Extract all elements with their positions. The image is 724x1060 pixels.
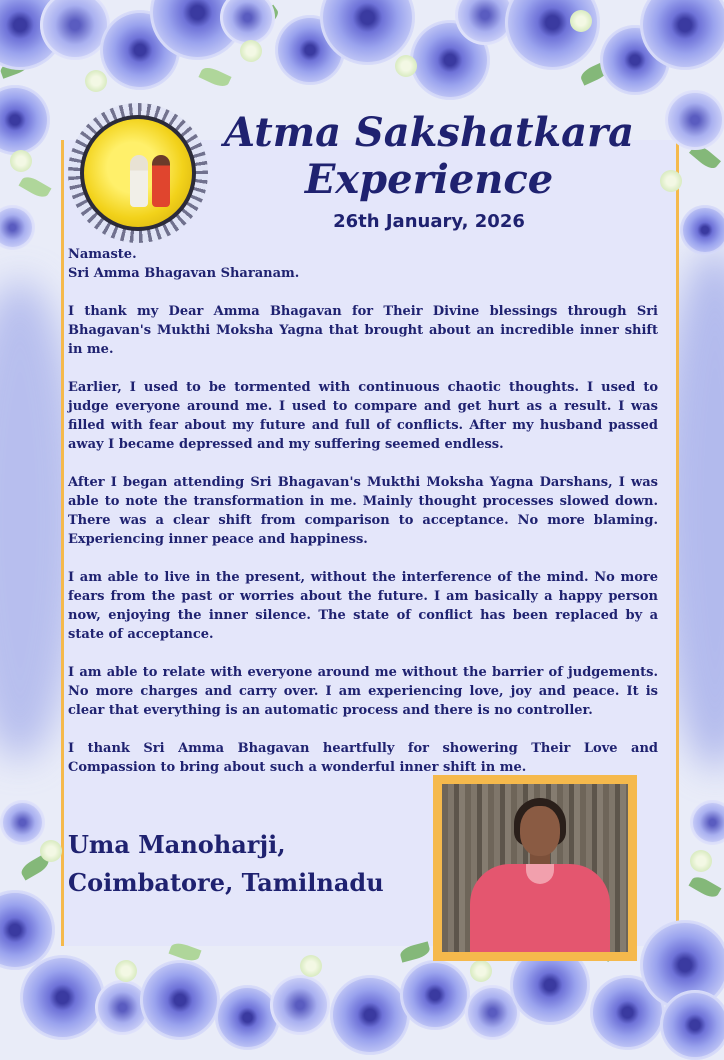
author-place: Coimbatore, Tamilnadu: [68, 868, 384, 897]
page-subtitle: Experience: [304, 156, 554, 203]
author-name: Uma Manoharji,: [68, 830, 286, 859]
paragraph: Earlier, I used to be tormented with continuous chaotic thoughts. I used to judge everyone around me. I used to compare and get hurt as a result. I was filled with fear about my future and full of conflicts. After my husband passed away I became depressed and my suffering seemed endless.: [68, 380, 658, 452]
paragraph: I am able to live in the present, without the interference of the mind. No more fears from the past or worries about the future. I am basically a happy person now, enjoying the inner silence. The state of conflict has been replaced by a state of acceptance.: [68, 570, 658, 642]
date: 26th January, 2026: [333, 211, 525, 232]
signature: [68, 826, 384, 902]
letter-body: [68, 245, 658, 777]
paragraph: I am able to relate with everyone around me without the barrier of judgements. No more charges and carry over. I am experiencing love, joy and peace. It is clear that everything is an automatic process and there is no controller.: [68, 665, 658, 718]
paragraph: After I began attending Sri Bhagavan's Mukthi Moksha Yagna Darshans, I was able to note the transformation in me. Mainly thought processes slowed down. There was a clear shift from comparison to acceptance. No more blaming. Experiencing inner peace and happiness.: [68, 475, 658, 547]
greeting: Namaste.: [68, 247, 137, 262]
page-title: Atma Sakshatkara: [223, 109, 635, 156]
paragraph: I thank Sri Amma Bhagavan heartfully for showering Their Love and Compassion to bring about such a wonderful inner shift in me.: [68, 741, 658, 775]
paragraph: I thank my Dear Amma Bhagavan for Their Divine blessings through Sri Bhagavan's Mukthi Moksha Yagna that brought about an incredible inner shift in me.: [68, 304, 658, 357]
amma-bhagavan-emblem-icon: [68, 103, 208, 243]
author-photo: [433, 775, 637, 961]
salutation: Sri Amma Bhagavan Sharanam.: [68, 266, 300, 281]
